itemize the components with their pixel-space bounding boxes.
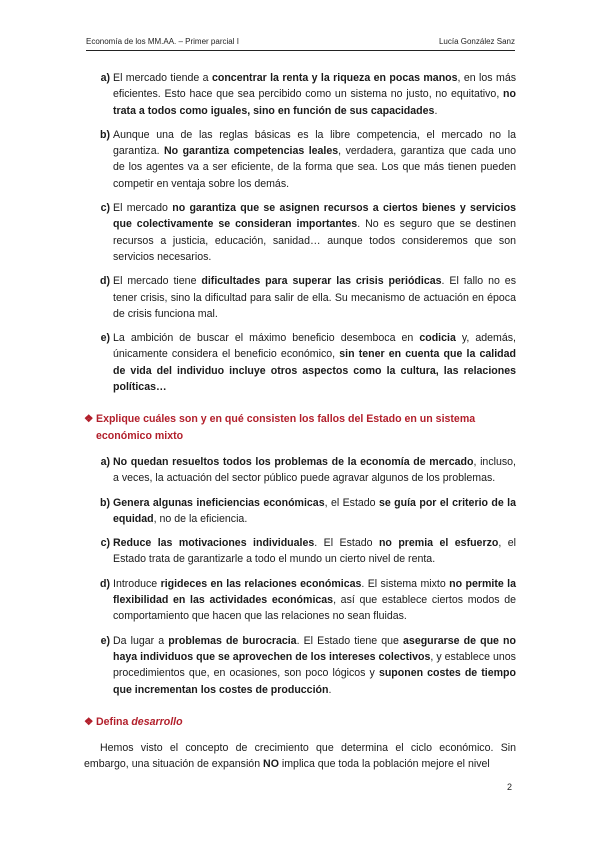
text-segment: , no de la eficiencia. xyxy=(153,512,248,525)
body-paragraph xyxy=(84,740,516,773)
list-item-body xyxy=(113,454,516,487)
list-item xyxy=(84,454,516,487)
bold-text: no premia el esfuerzo xyxy=(378,537,499,550)
bold-text: dificultades para superar las crisis periódicas xyxy=(201,275,442,288)
bold-text: no garantiza que se asignen recursos a ciertos bienes y servicios que colectivamente se consideran importantes xyxy=(113,202,516,231)
text-segment: y, además, únicamente considera el beneficio económico, xyxy=(113,332,516,361)
text-segment: Introduce xyxy=(113,577,161,590)
list-item-letter: e) xyxy=(100,634,110,647)
text-segment: . El sistema mixto xyxy=(361,577,450,590)
text-segment: Aunque una de las reglas básicas es la libre competencia, el mercado no la garantiza. xyxy=(113,128,516,158)
list-item-body xyxy=(113,70,516,119)
text-segment: implica que toda la población mejore el nivel xyxy=(278,758,490,771)
page-header xyxy=(86,37,515,46)
page-content xyxy=(84,70,516,773)
header-author: Lucía González Sanz xyxy=(438,37,515,46)
list-item-body xyxy=(113,127,516,192)
list-item-body xyxy=(113,330,516,395)
text-segment: . El Estado xyxy=(314,537,379,550)
text-segment: , y establece unos procedimientos que, en ocasiones, son poco lógicos y xyxy=(113,650,516,680)
bold-text: no permite la flexibilidad en las actividades económicas xyxy=(113,577,516,607)
bold-text: Reduce las motivaciones individuales xyxy=(113,537,315,550)
text-segment: La ambición de buscar el máximo beneficio desemboca en xyxy=(113,332,420,345)
text-segment: El mercado xyxy=(113,202,173,215)
list-item-body xyxy=(113,535,516,568)
bold-text: NO xyxy=(263,758,279,771)
text-segment: . El Estado tiene que xyxy=(296,634,404,647)
bold-text: codicia xyxy=(419,332,456,345)
text-segment: , así que establece ciertos modos de comportamiento que hacen que las relaciones no sean fluidas. xyxy=(113,594,516,623)
text-segment: Hemos visto el concepto de crecimiento que determina el ciclo económico. Sin embargo, una situación de expansión xyxy=(84,742,516,771)
bold-text: No quedan resueltos todos los problemas de la economía de mercado xyxy=(113,455,474,468)
list-item xyxy=(84,70,516,119)
list-item-body xyxy=(113,273,516,322)
page-number: 2 xyxy=(507,782,513,792)
list-item xyxy=(84,273,516,322)
text-segment: . No es seguro que se destinen recursos a justicia, educación, sanidad… aunque todos consideremos que son servicios necesarios. xyxy=(113,218,516,263)
list-item xyxy=(84,495,516,528)
text-segment: El mercado tiende a xyxy=(113,72,212,84)
text-segment: , verdadera, garantiza que cada uno de los agentes va a ser eficiente, de la forma que sea. Los que más tienen pueden competir en ventaja sobre los demás. xyxy=(113,145,516,190)
list-item-body xyxy=(113,495,516,528)
list-item-letter: a) xyxy=(100,455,110,468)
bold-text: se guía por el criterio de la equidad xyxy=(113,496,516,525)
text-segment: . xyxy=(328,683,332,696)
question-term: desarrollo xyxy=(131,715,183,728)
text-segment: El mercado tiene xyxy=(113,275,202,288)
list-item-body xyxy=(113,633,516,698)
list-item xyxy=(84,535,516,568)
text-segment: . El fallo no es tener crisis, sino la dificultad para salir de ella. Su mecanismo de actuación en época de crisis funciona mal. xyxy=(113,275,516,320)
list-item-body xyxy=(113,576,516,625)
list-item xyxy=(84,633,516,698)
diamond-bullet-icon: ❖ xyxy=(84,715,94,728)
bold-text: concentrar la renta y la riqueza en pocas manos xyxy=(211,72,458,84)
market-failures-list xyxy=(84,70,516,395)
question-text xyxy=(96,714,516,730)
bold-text: suponen costes de tiempo que incrementan los costes de producción xyxy=(113,667,516,696)
bold-text: no trata a todos como iguales, sino en función de sus capacidades xyxy=(113,88,516,117)
text-segment: , el Estado xyxy=(324,496,379,509)
bold-text: sin tener en cuenta que la calidad de vida del individuo incluye otros aspectos como la cultura, las relaciones políticas… xyxy=(113,348,516,394)
list-item-letter: a) xyxy=(100,72,110,84)
question-text: Explique cuáles son y en qué consisten los fallos del Estado en un sistema económico mixto xyxy=(96,413,476,442)
list-item-letter: b) xyxy=(100,128,110,141)
list-item-letter: c) xyxy=(100,537,110,550)
list-item-letter: b) xyxy=(100,496,110,509)
list-item-letter: e) xyxy=(100,332,110,345)
bold-text: rigideces en las relaciones económicas xyxy=(160,577,362,590)
bold-text: problemas de burocracia xyxy=(168,634,297,647)
list-item xyxy=(84,330,516,395)
list-item-letter: d) xyxy=(100,275,110,288)
text-segment: . xyxy=(434,104,438,117)
list-item xyxy=(84,576,516,625)
bold-text: Genera algunas ineficiencias económicas xyxy=(113,496,325,509)
text-segment: Da lugar a xyxy=(113,634,169,647)
list-item xyxy=(84,200,516,265)
question-prefix: Defina xyxy=(96,715,132,728)
text-segment: , el Estado trata de garantizarle a todo el mundo un cierto nivel de renta. xyxy=(113,537,516,566)
bold-text: asegurarse de que no haya individuos que se aprovechen de los intereses colectivos xyxy=(113,634,516,663)
state-failures-list xyxy=(84,454,516,698)
bold-text: No garantiza competencias leales xyxy=(164,145,339,158)
list-item-body xyxy=(113,200,516,265)
question-define-development xyxy=(84,714,516,730)
list-item-letter: d) xyxy=(100,577,110,590)
header-course-title: Economía de los MM.AA. – Primer parcial I xyxy=(86,37,239,46)
question-state-failures xyxy=(84,411,516,444)
list-item-letter: c) xyxy=(100,202,110,215)
diamond-bullet-icon: ❖ xyxy=(84,413,94,426)
list-item xyxy=(84,127,516,192)
header-rule xyxy=(86,50,515,51)
text-segment: , en los más eficientes. Esto hace que sea percibido como un sistema no justo, no equitativo, xyxy=(113,72,517,101)
text-segment: , incluso, a veces, la actuación del sector público puede agravar algunos de los problemas. xyxy=(113,455,516,485)
